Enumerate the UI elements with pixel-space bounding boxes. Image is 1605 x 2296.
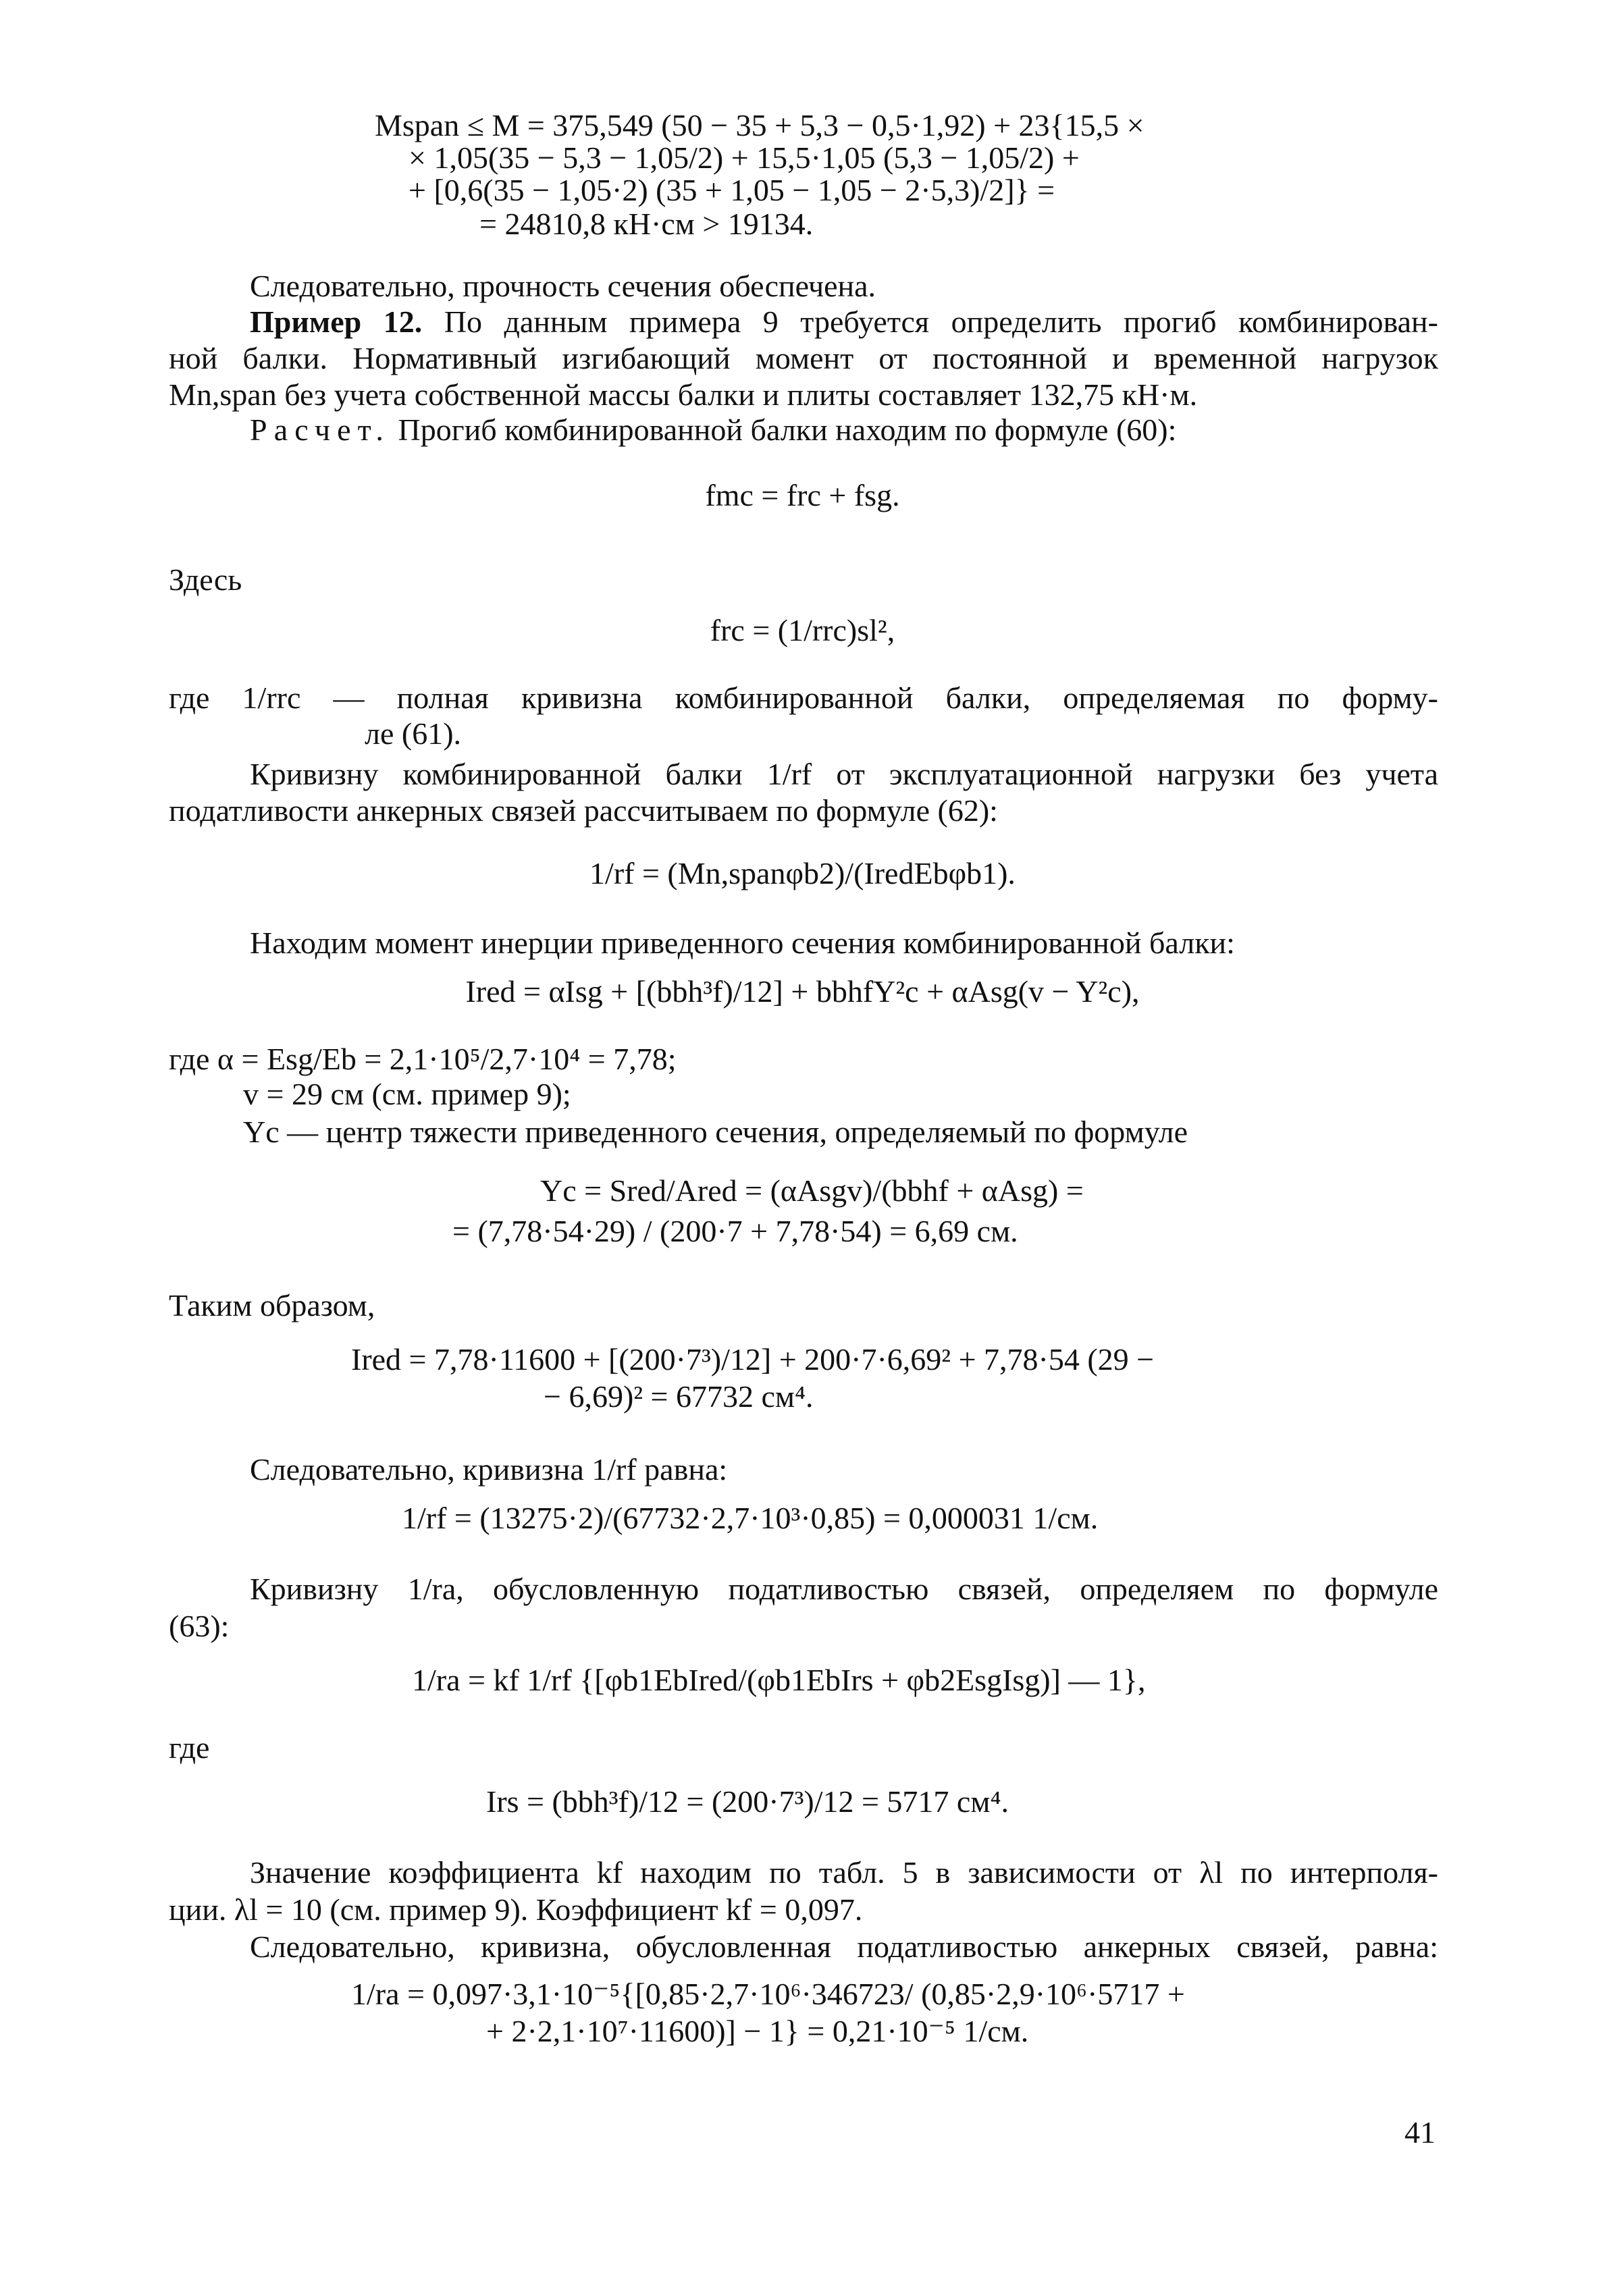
- calc-intro-line: [250, 410, 1176, 450]
- definition-yc: Yc — центр тяжести приведенного сечения, определяемый по формуле: [243, 1115, 1188, 1149]
- definition-line: где 1/rrc — полная кривизна комбинированной балки, определяемая по форму-: [169, 680, 1438, 715]
- definition-alpha: где α = Esg/Eb = 2,1·10⁵/2,7·10⁴ = 7,78;: [169, 1042, 677, 1076]
- formula-line-3: + [0,6(35 − 1,05·2) (35 + 1,05 − 1,05 − 2·5,3)/2]} =: [409, 173, 1055, 207]
- definition-line-cont: ле (61).: [365, 716, 462, 751]
- paragraph-line: Кривизну 1/ra, обусловленную податливостью связей, определяем по формуле: [250, 1572, 1438, 1606]
- calc-label: Расчет.: [250, 412, 391, 447]
- paragraph-line: (63):: [169, 1609, 230, 1643]
- formula-irs: Irs = (bbh³f)/12 = (200·7³)/12 = 5717 см⁴.: [486, 1784, 1009, 1819]
- example-text: По данным примера 9 требуется определить прогиб комбинирован-: [422, 304, 1438, 339]
- definition-v: v = 29 см (см. пример 9);: [243, 1077, 571, 1111]
- paragraph-line: Следовательно, кривизна, обусловленная податливостью анкерных связей, равна:: [250, 1929, 1438, 1964]
- formula-curvature-value: 1/rf = (13275·2)/(67732·2,7·10³·0,85) = 0,000031 1/см.: [402, 1501, 1099, 1535]
- formula-63: 1/ra = kf 1/rf {[φb1EbIred/(φb1EbIrs + φb2EsgIsg)] — 1},: [412, 1663, 1146, 1697]
- paragraph-line: Значение коэффициента kf находим по табл. 5 в зависимости от λl по интерполя-: [250, 1855, 1438, 1890]
- formula-line-1: Mspan ≤ M = 375,549 (50 − 35 + 5,3 − 0,5·1,92) + 23{15,5 ×: [375, 108, 1144, 142]
- example-heading-line: [250, 302, 1438, 342]
- example-number: Пример 12.: [250, 304, 423, 339]
- formula-ired: Ired = αIsg + [(bbh³f)/12] + bbhfY²c + αAsg(v − Y²c),: [465, 974, 1140, 1009]
- formula-ired-value-2: − 6,69)² = 67732 см⁴.: [544, 1379, 814, 1414]
- word-gde: где: [169, 1730, 210, 1765]
- paragraph-conclusion: Следовательно, прочность сечения обеспечена.: [250, 269, 876, 303]
- word-zdes: Здесь: [169, 562, 242, 597]
- formula-yc-2: = (7,78·54·29) / (200·7 + 7,78·54) = 6,69 см.: [452, 1214, 1018, 1248]
- formula-ired-value-1: Ired = 7,78·11600 + [(200·7³)/12] + 200·7·6,69² + 7,78·54 (29 −: [351, 1342, 1155, 1377]
- paragraph-line: Mn,span без учета собственной массы балки и плиты составляет 132,75 кН·м.: [169, 377, 1198, 412]
- formula-ra-value-1: 1/ra = 0,097·3,1·10⁻⁵{[0,85·2,7·10⁶·346723/ (0,85·2,9·10⁶·5717 +: [351, 1977, 1185, 2011]
- formula-60: fmc = frc + fsg.: [705, 478, 900, 512]
- formula-line-4: = 24810,8 кН·см > 19134.: [479, 207, 814, 241]
- paragraph-line: Следовательно, кривизна 1/rf равна:: [250, 1452, 728, 1487]
- formula-ra-value-2: + 2·2,1·10⁷·11600)] − 1} = 0,21·10⁻⁵ 1/см.: [486, 2014, 1029, 2048]
- formula-yc-1: Yc = Sred/Ared = (αAsgv)/(bbhf + αAsg) =: [540, 1173, 1084, 1208]
- paragraph-line: Кривизну комбинированной балки 1/rf от эксплуатационной нагрузки без учета: [250, 757, 1438, 791]
- paragraph-line: ции. λl = 10 (см. пример 9). Коэффициент kf = 0,097.: [169, 1892, 863, 1927]
- paragraph-line: податливости анкерных связей рассчитываем по формуле (62):: [169, 793, 998, 828]
- calc-text: Прогиб комбинированной балки находим по формуле (60):: [390, 412, 1177, 447]
- page-number: 41: [1404, 2115, 1436, 2150]
- paragraph-line: ной балки. Нормативный изгибающий момент от постоянной и временной нагрузок: [169, 341, 1438, 375]
- formula-frc: frc = (1/rrc)sl²,: [710, 613, 895, 647]
- paragraph-line: Находим момент инерции приведенного сечения комбинированной балки:: [250, 926, 1235, 960]
- paragraph-line: Таким образом,: [169, 1288, 375, 1323]
- formula-line-2: × 1,05(35 − 5,3 − 1,05/2) + 15,5·1,05 (5,3 − 1,05/2) +: [409, 140, 1080, 175]
- formula-62: 1/rf = (Mn,spanφb2)/(IredEbφb1).: [589, 856, 1016, 890]
